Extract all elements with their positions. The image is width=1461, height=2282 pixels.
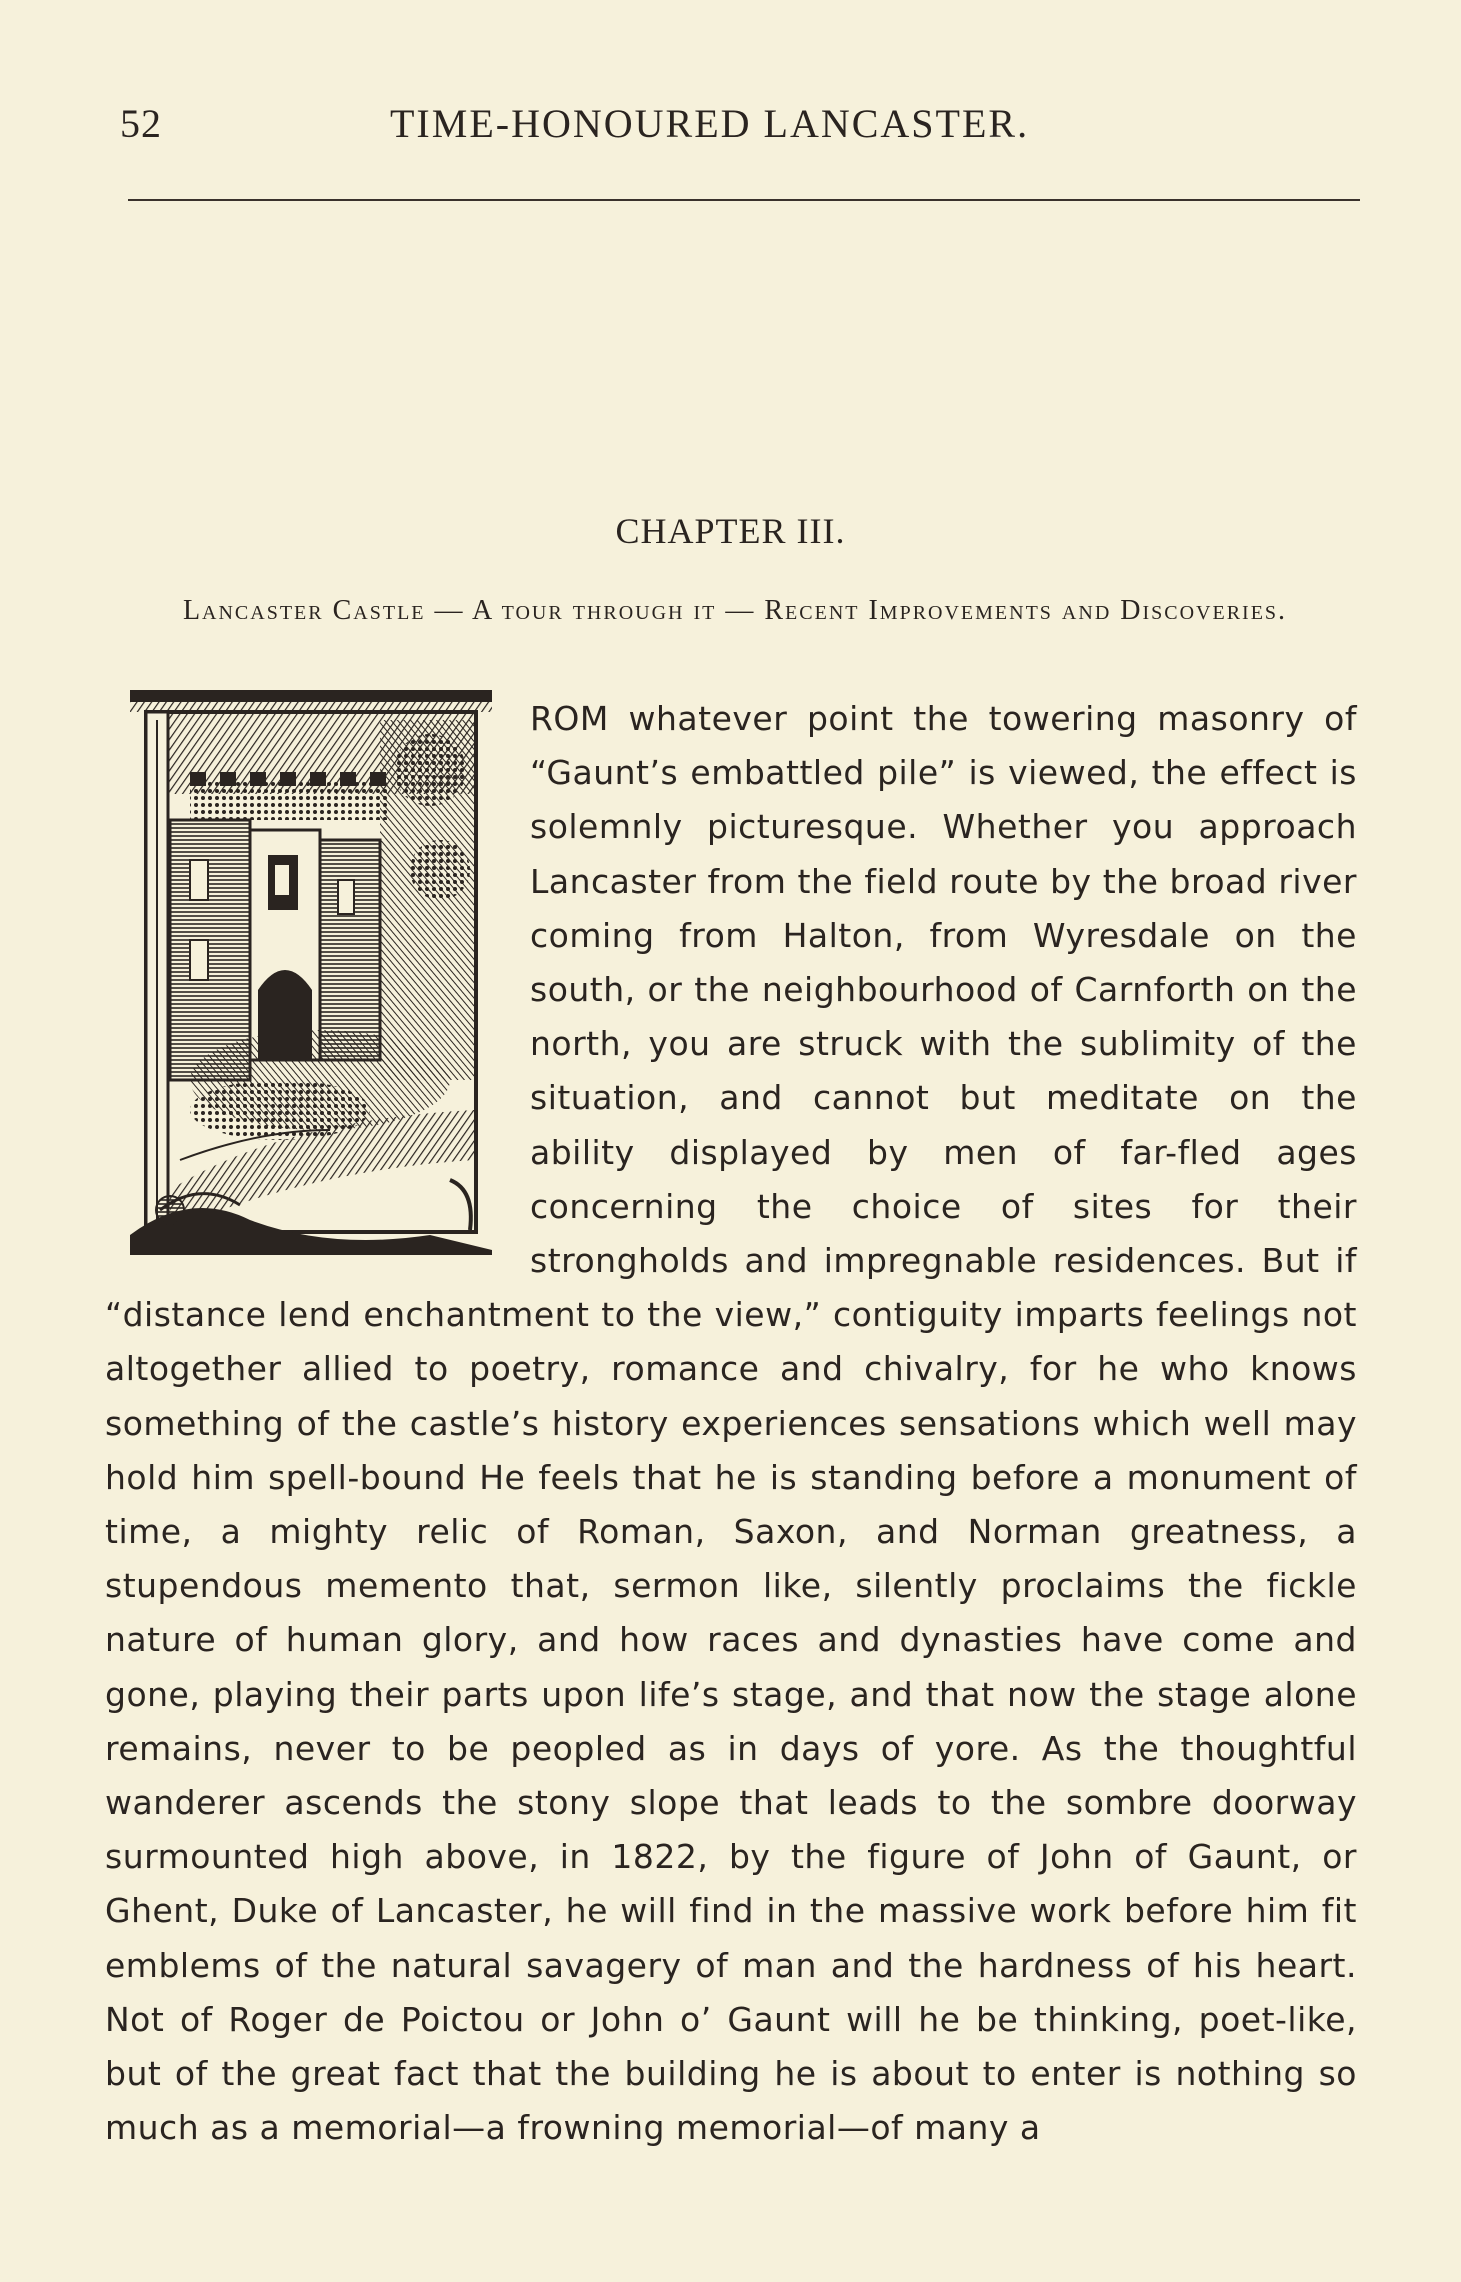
running-head [110, 100, 1360, 160]
page-number: 52 [120, 101, 162, 146]
chapter-heading: CHAPTER III. [615, 511, 846, 551]
header-rule [128, 199, 1360, 201]
illustration-float-space [105, 692, 530, 1274]
book-title: TIME-HONOURED LANCASTER. [390, 101, 1030, 146]
body-paragraph [105, 692, 1357, 2155]
chapter-summary: Lancaster Castle — A tour through it — Recent Improvements and Discoveries. [182, 595, 1288, 626]
body-text: ROM whatever point the towering masonry of “Gaunt’s embattled pile” is viewed, the effect is solemnly picturesque. Whether you approach Lancaster from the field route by the broad river coming from Halton, from Wyresdale on the south, or the neighbourhood of Carnforth on the north, you are struck with the sublimity of the situation, and cannot but meditate on the ability displayed by men of far-fled ages concerning the choice of sites for their strongholds and impregnable residences. But if “distance lend enchantment to the view,” contiguity imparts feelings not altogether allied to poetry, romance and chivalry, for he who knows something of the castle’s history experiences sensations which well may hold him spell-bound He feels that he is standing before a monument of time, a mighty relic of Roman, Saxon, and Norman greatness, a stupendous memento that, sermon like, silently proclaims the fickle nature of human glory, and how races and dynasties have come and gone, playing their parts upon life’s stage, and that now the stage alone remains, never to be peopled as in days of yore. As the thoughtful wanderer ascends the stony slope that leads to the sombre doorway surmounted high above, in 1822, by the figure of John of Gaunt, or Ghent, Duke of Lancaster, he will find in the massive work before him fit emblems of the natural savagery of man and the hardness of his heart. Not of Roger de Poictou or John o’ Gaunt will he be thinking, poet-like, but of the great fact that the building he is about to enter is nothing so much as a memorial—a frowning memorial—of many a [105, 699, 1357, 2148]
